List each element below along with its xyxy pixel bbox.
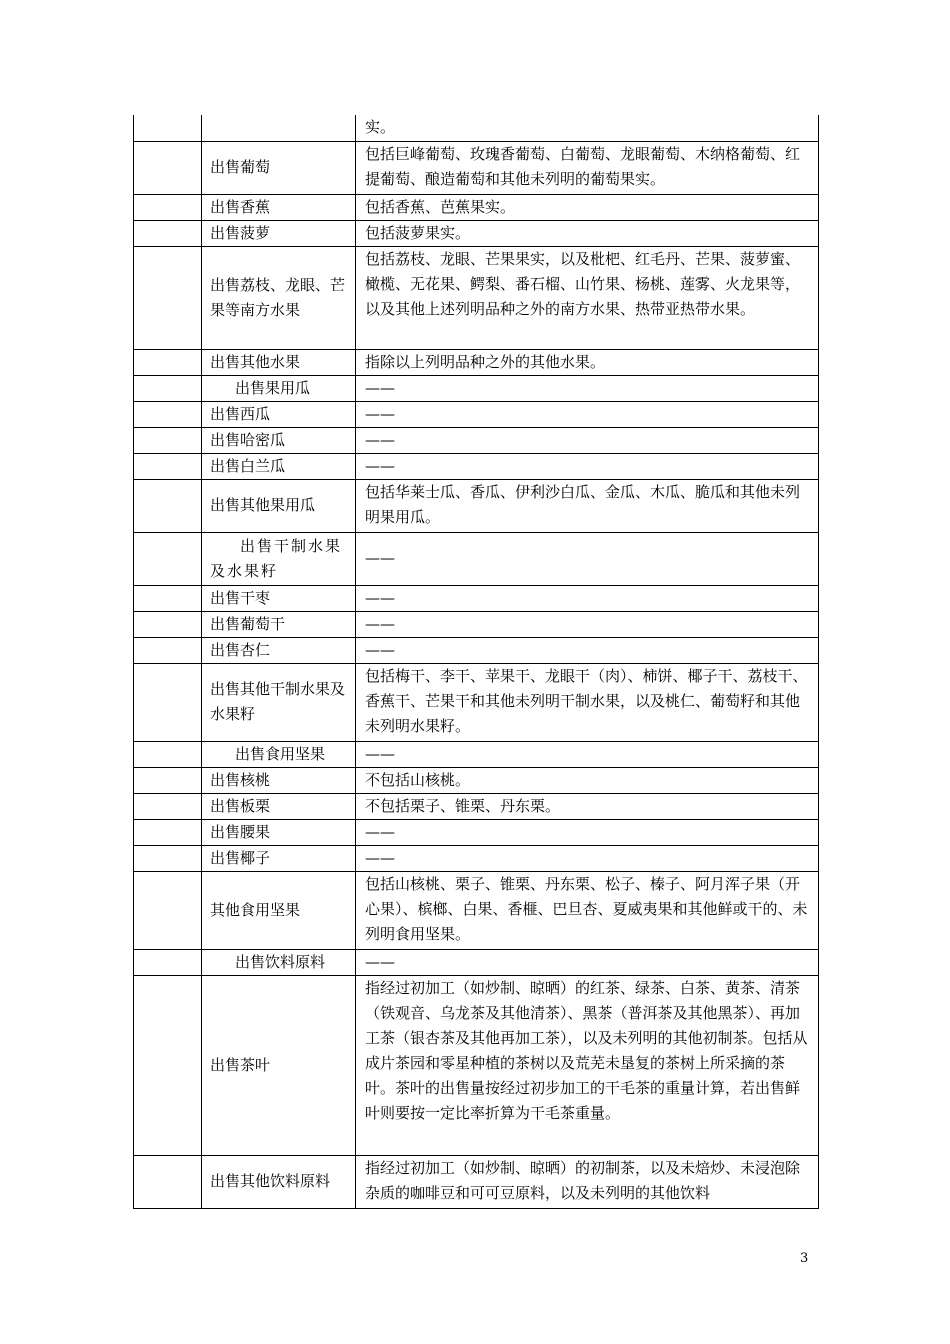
item-name-cell: 出售其他干制水果及水果籽 [202, 663, 356, 741]
code-cell [134, 141, 202, 194]
item-name-cell: 出售其他饮料原料 [202, 1155, 356, 1208]
item-desc-cell: 指经过初加工（如炒制、晾晒）的初制茶，以及未焙炒、未浸泡除杂质的咖啡豆和可可豆原料，以及未列明的其他饮料 [356, 1155, 819, 1208]
table-row [134, 845, 819, 871]
code-cell [134, 532, 202, 585]
item-desc-cell: 包括菠萝果实。 [356, 220, 819, 246]
item-name-cell: 出售果用瓜 [202, 375, 356, 401]
table-row [134, 453, 819, 479]
code-cell [134, 767, 202, 793]
item-name-cell: 出售核桃 [202, 767, 356, 793]
item-desc-cell: 指经过初加工（如炒制、晾晒）的红茶、绿茶、白茶、黄茶、清茶（铁观音、乌龙茶及其他清茶）、黑茶（普洱茶及其他黑茶）、再加工茶（银杏茶及其他再加工茶），以及未列明的其他初制茶。包括从成片茶园和零星种植的茶树以及荒芜未垦复的茶树上所采摘的茶叶。茶叶的出售量按经过初步加工的干毛茶的重量计算，若出售鲜叶则要按一定比率折算为干毛茶重量。 [356, 975, 819, 1155]
table-row [134, 532, 819, 585]
item-desc-cell: 包括巨峰葡萄、玫瑰香葡萄、白葡萄、龙眼葡萄、木纳格葡萄、红提葡萄、酿造葡萄和其他未列明的葡萄果实。 [356, 141, 819, 194]
item-desc-cell: —— [356, 375, 819, 401]
item-desc-cell: 包括梅干、李干、苹果干、龙眼干（肉）、柿饼、椰子干、荔枝干、香蕉干、芒果干和其他未列明干制水果，以及桃仁、葡萄籽和其他未列明水果籽。 [356, 663, 819, 741]
item-name-cell: 出售其他水果 [202, 349, 356, 375]
item-desc-cell: 包括荔枝、龙眼、芒果果实，以及枇杷、红毛丹、芒果、菠萝蜜、橄榄、无花果、鳄梨、番石榴、山竹果、杨桃、莲雾、火龙果等，以及其他上述列明品种之外的南方水果、热带亚热带水果。 [356, 246, 819, 349]
code-cell [134, 194, 202, 220]
item-name-cell: 出售西瓜 [202, 401, 356, 427]
code-cell [134, 845, 202, 871]
item-name-cell: 出售菠萝 [202, 220, 356, 246]
item-name-cell: 出售哈密瓜 [202, 427, 356, 453]
code-cell [134, 741, 202, 767]
item-desc-cell: 包括山核桃、栗子、锥栗、丹东栗、松子、榛子、阿月浑子果（开心果）、槟榔、白果、香榧、巴旦杏、夏威夷果和其他鲜或干的、未列明食用坚果。 [356, 871, 819, 949]
table-row [134, 819, 819, 845]
item-desc-cell: 不包括栗子、锥栗、丹东栗。 [356, 793, 819, 819]
item-name-cell: 出售食用坚果 [202, 741, 356, 767]
item-desc-cell: 包括华莱士瓜、香瓜、伊利沙白瓜、金瓜、木瓜、脆瓜和其他未列明果用瓜。 [356, 479, 819, 532]
item-name-cell: 出售其他果用瓜 [202, 479, 356, 532]
code-cell [134, 663, 202, 741]
table-row [134, 479, 819, 532]
item-name-cell: 出售腰果 [202, 819, 356, 845]
item-desc-cell: —— [356, 453, 819, 479]
code-cell [134, 793, 202, 819]
item-name-cell: 出售杏仁 [202, 637, 356, 663]
table-row [134, 871, 819, 949]
item-name-cell [202, 115, 356, 141]
table-row [134, 611, 819, 637]
code-cell [134, 349, 202, 375]
table-row [134, 115, 819, 141]
item-desc-cell: —— [356, 585, 819, 611]
table-row [134, 349, 819, 375]
item-desc-cell: 不包括山核桃。 [356, 767, 819, 793]
table-row [134, 741, 819, 767]
item-desc-cell: 指除以上列明品种之外的其他水果。 [356, 349, 819, 375]
item-name-cell: 出售荔枝、龙眼、芒果等南方水果 [202, 246, 356, 349]
table-row [134, 375, 819, 401]
code-cell [134, 637, 202, 663]
item-desc-cell: —— [356, 532, 819, 585]
item-desc-cell: —— [356, 819, 819, 845]
item-name-cell: 出售椰子 [202, 845, 356, 871]
item-desc-cell: —— [356, 949, 819, 975]
code-cell [134, 427, 202, 453]
code-cell [134, 871, 202, 949]
item-desc-cell: —— [356, 611, 819, 637]
item-name-cell: 出售饮料原料 [202, 949, 356, 975]
item-desc-cell: —— [356, 401, 819, 427]
code-cell [134, 819, 202, 845]
item-name-cell: 出售香蕉 [202, 194, 356, 220]
code-cell [134, 611, 202, 637]
page-number: 3 [800, 1251, 809, 1266]
code-cell [134, 375, 202, 401]
item-name-cell: 出售干枣 [202, 585, 356, 611]
table-row [134, 246, 819, 349]
code-cell [134, 115, 202, 141]
table-row [134, 949, 819, 975]
table-row [134, 637, 819, 663]
item-desc-cell: —— [356, 741, 819, 767]
code-cell [134, 453, 202, 479]
table-row [134, 793, 819, 819]
code-cell [134, 246, 202, 349]
item-name-cell: 出售白兰瓜 [202, 453, 356, 479]
table-row [134, 427, 819, 453]
code-cell [134, 585, 202, 611]
code-cell [134, 1155, 202, 1208]
item-desc-cell: —— [356, 427, 819, 453]
table-row [134, 975, 819, 1155]
data-table [133, 115, 819, 1209]
table-row [134, 585, 819, 611]
code-cell [134, 401, 202, 427]
table-row [134, 663, 819, 741]
table-row [134, 141, 819, 194]
item-desc-cell: 实。 [356, 115, 819, 141]
table-row [134, 220, 819, 246]
item-name-cell: 出售干制水果及水果籽 [202, 532, 356, 585]
code-cell [134, 975, 202, 1155]
item-name-cell: 出售葡萄 [202, 141, 356, 194]
item-name-cell: 出售葡萄干 [202, 611, 356, 637]
table-row [134, 1155, 819, 1208]
item-name-cell: 出售茶叶 [202, 975, 356, 1155]
code-cell [134, 479, 202, 532]
table-row [134, 767, 819, 793]
item-desc-cell: —— [356, 845, 819, 871]
code-cell [134, 220, 202, 246]
code-cell [134, 949, 202, 975]
item-name-cell: 出售板栗 [202, 793, 356, 819]
item-name-cell: 其他食用坚果 [202, 871, 356, 949]
item-desc-cell: —— [356, 637, 819, 663]
table-row [134, 401, 819, 427]
item-desc-cell: 包括香蕉、芭蕉果实。 [356, 194, 819, 220]
table-row [134, 194, 819, 220]
